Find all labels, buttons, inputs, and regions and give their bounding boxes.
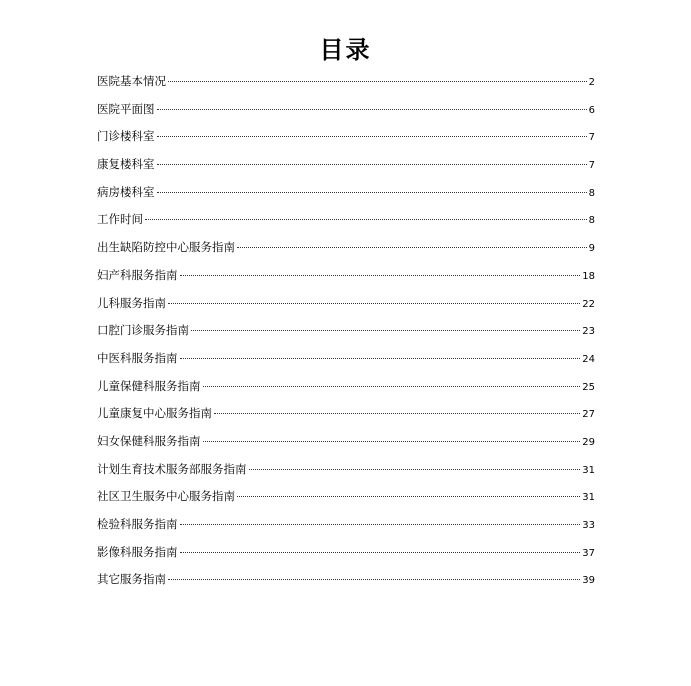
toc-entry-label: 计划生育技术服务部服务指南 (97, 461, 247, 476)
toc-entry-page-number: 18 (582, 270, 595, 282)
toc-dot-leader (157, 136, 587, 137)
toc-entry-label: 妇女保健科服务指南 (97, 433, 201, 448)
toc-dot-leader (191, 330, 580, 331)
toc-dot-leader (237, 496, 580, 497)
toc-dot-leader (237, 247, 587, 248)
toc-entry-page-number: 7 (588, 160, 595, 172)
toc-entry-label: 康复楼科室 (97, 157, 155, 172)
toc-entry[interactable] (97, 459, 595, 487)
toc-dot-leader (157, 164, 587, 165)
toc-entry-page-number: 31 (582, 464, 595, 476)
toc-entry[interactable] (97, 320, 595, 348)
toc-entry-label: 妇产科服务指南 (97, 267, 178, 282)
toc-dot-leader (168, 579, 580, 580)
toc-dot-leader (180, 552, 581, 553)
toc-entry[interactable] (97, 542, 595, 570)
toc-entry[interactable] (97, 376, 595, 404)
toc-entry-label: 儿科服务指南 (97, 295, 166, 310)
toc-entry-page-number: 2 (588, 77, 595, 88)
table-of-contents (97, 71, 595, 597)
toc-entry-label: 其它服务指南 (97, 572, 166, 587)
toc-dot-leader (180, 524, 581, 525)
toc-dot-leader (180, 275, 581, 276)
toc-entry-label: 影像科服务指南 (97, 544, 178, 559)
toc-entry-label: 口腔门诊服务指南 (97, 323, 189, 338)
toc-entry-page-number: 27 (582, 409, 595, 421)
toc-dot-leader (168, 303, 580, 304)
toc-entry[interactable] (97, 431, 595, 459)
toc-entry[interactable] (97, 403, 595, 431)
toc-entry-page-number: 29 (582, 436, 595, 448)
toc-entry-page-number: 8 (588, 187, 595, 199)
toc-entry-page-number: 23 (582, 326, 595, 338)
toc-entry[interactable] (97, 154, 595, 182)
toc-dot-leader (180, 358, 581, 359)
toc-entry-page-number: 37 (582, 547, 595, 559)
toc-entry[interactable] (97, 265, 595, 293)
toc-dot-leader (214, 413, 580, 414)
toc-dot-leader (249, 469, 581, 470)
toc-entry[interactable] (97, 514, 595, 542)
toc-entry-page-number: 8 (588, 215, 595, 227)
toc-entry-page-number: 22 (582, 298, 595, 310)
toc-dot-leader (203, 441, 581, 442)
toc-dot-leader (168, 81, 587, 82)
toc-entry-label: 儿童康复中心服务指南 (97, 406, 212, 421)
toc-entry-page-number: 7 (588, 132, 595, 144)
toc-title: 目录 (319, 35, 372, 64)
toc-entry-label: 出生缺陷防控中心服务指南 (97, 240, 235, 255)
toc-entry-page-number: 6 (588, 104, 595, 116)
toc-entry-label: 医院平面图 (97, 101, 155, 116)
toc-entry-label: 工作时间 (97, 212, 143, 227)
toc-entry[interactable] (97, 569, 595, 597)
toc-dot-leader (157, 192, 587, 193)
toc-entry[interactable] (97, 293, 595, 321)
toc-dot-leader (203, 386, 581, 387)
toc-entry-label: 中医科服务指南 (97, 350, 178, 365)
toc-entry[interactable] (97, 71, 595, 99)
toc-entry-label: 门诊楼科室 (97, 129, 155, 144)
toc-entry[interactable] (97, 486, 595, 514)
toc-dot-leader (145, 219, 587, 220)
toc-entry-label: 检验科服务指南 (97, 517, 178, 531)
toc-entry[interactable] (97, 209, 595, 237)
toc-entry-page-number: 33 (582, 520, 595, 531)
toc-entry-page-number: 24 (582, 353, 595, 365)
toc-entry-page-number: 9 (588, 243, 595, 255)
toc-dot-leader (157, 109, 587, 110)
toc-entry-label: 医院基本情况 (97, 74, 166, 88)
toc-entry[interactable] (97, 182, 595, 210)
toc-entry[interactable] (97, 348, 595, 376)
toc-entry-page-number: 25 (582, 381, 595, 393)
toc-entry-page-number: 39 (582, 575, 595, 587)
toc-entry-page-number: 31 (582, 492, 595, 504)
toc-entry-label: 儿童保健科服务指南 (97, 378, 201, 393)
toc-entry-label: 病房楼科室 (97, 184, 155, 199)
toc-entry[interactable] (97, 237, 595, 265)
toc-entry-label: 社区卫生服务中心服务指南 (97, 489, 235, 504)
toc-entry[interactable] (97, 99, 595, 127)
toc-entry[interactable] (97, 126, 595, 154)
